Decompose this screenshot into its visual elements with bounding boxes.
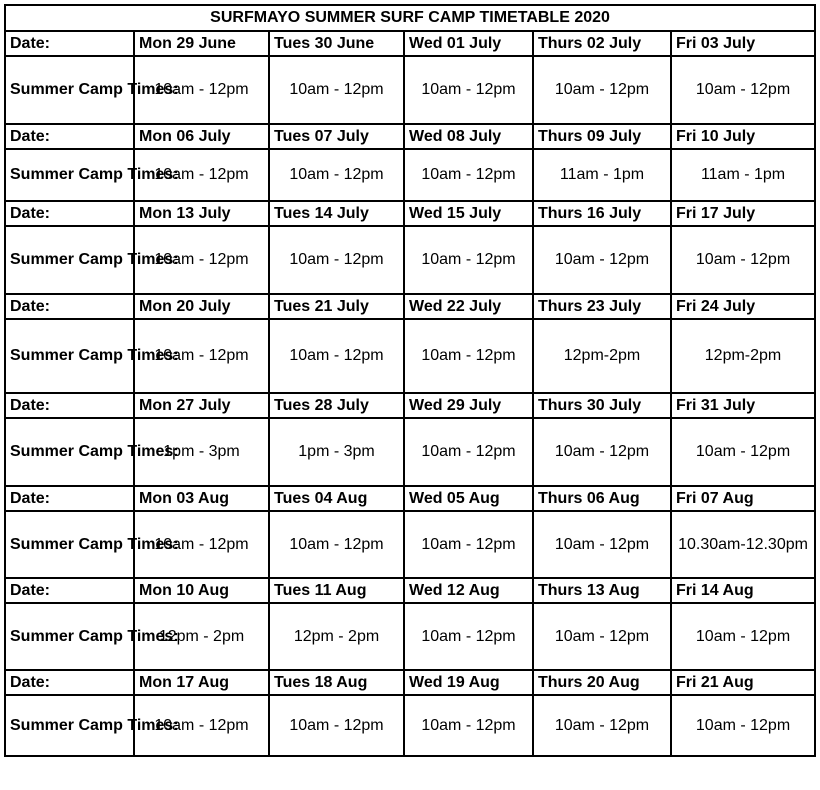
time-cell: 12pm-2pm [533,319,671,393]
date-cell: Wed 29 July [404,393,533,418]
timetable [4,4,816,757]
date-cell: Thurs 20 Aug [533,670,671,695]
times-row [5,319,815,393]
time-cell: 10am - 12pm [404,695,533,756]
date-cell: Fri 24 July [671,294,815,319]
date-label: Date: [5,124,134,149]
time-cell: 10am - 12pm [533,511,671,578]
time-cell: 10am - 12pm [404,603,533,670]
time-cell: 10am - 12pm [269,149,404,201]
date-row [5,124,815,149]
date-cell: Fri 10 July [671,124,815,149]
time-cell: 10am - 12pm [533,603,671,670]
time-cell: 10am - 12pm [269,319,404,393]
date-cell: Tues 21 July [269,294,404,319]
time-cell: 12pm - 2pm [269,603,404,670]
date-cell: Thurs 30 July [533,393,671,418]
time-cell: 11am - 1pm [671,149,815,201]
date-label: Date: [5,670,134,695]
date-cell: Tues 28 July [269,393,404,418]
times-label: Summer Camp Times: [5,603,134,670]
time-cell: 10am - 12pm [671,56,815,124]
time-cell: 11am - 1pm [533,149,671,201]
times-row [5,56,815,124]
date-cell: Fri 07 Aug [671,486,815,511]
time-cell: 10am - 12pm [404,56,533,124]
times-label: Summer Camp Times: [5,511,134,578]
date-cell: Wed 08 July [404,124,533,149]
time-cell: 10am - 12pm [671,226,815,294]
date-label: Date: [5,486,134,511]
time-cell: 10am - 12pm [269,511,404,578]
date-cell: Wed 01 July [404,31,533,56]
times-label: Summer Camp Times: [5,149,134,201]
time-cell: 10am - 12pm [134,695,269,756]
times-label: Summer Camp Times: [5,56,134,124]
date-cell: Mon 20 July [134,294,269,319]
time-cell: 10am - 12pm [134,319,269,393]
times-label: Summer Camp Times: [5,695,134,756]
time-cell: 12pm - 2pm [134,603,269,670]
time-cell: 10am - 12pm [134,226,269,294]
date-cell: Tues 14 July [269,201,404,226]
date-cell: Wed 19 Aug [404,670,533,695]
time-cell: 10am - 12pm [533,226,671,294]
times-row [5,603,815,670]
time-cell: 10am - 12pm [269,226,404,294]
time-cell: 10am - 12pm [134,511,269,578]
date-cell: Thurs 09 July [533,124,671,149]
date-cell: Fri 21 Aug [671,670,815,695]
date-cell: Tues 30 June [269,31,404,56]
time-cell: 10am - 12pm [134,56,269,124]
date-row [5,294,815,319]
time-cell: 10am - 12pm [269,56,404,124]
time-cell: 10am - 12pm [533,695,671,756]
time-cell: 1pm - 3pm [134,418,269,486]
date-cell: Wed 12 Aug [404,578,533,603]
time-cell: 10am - 12pm [404,418,533,486]
date-cell: Mon 13 July [134,201,269,226]
date-label: Date: [5,393,134,418]
date-label: Date: [5,294,134,319]
time-cell: 1pm - 3pm [269,418,404,486]
date-cell: Wed 22 July [404,294,533,319]
time-cell: 10am - 12pm [134,149,269,201]
date-cell: Fri 17 July [671,201,815,226]
date-cell: Fri 03 July [671,31,815,56]
times-label: Summer Camp Times: [5,319,134,393]
times-row [5,418,815,486]
date-cell: Mon 29 June [134,31,269,56]
date-row [5,670,815,695]
date-cell: Mon 06 July [134,124,269,149]
time-cell: 10am - 12pm [404,511,533,578]
date-cell: Mon 27 July [134,393,269,418]
date-row [5,201,815,226]
date-cell: Mon 03 Aug [134,486,269,511]
date-label: Date: [5,578,134,603]
date-cell: Thurs 02 July [533,31,671,56]
time-cell: 10am - 12pm [269,695,404,756]
time-cell: 10am - 12pm [404,149,533,201]
times-label: Summer Camp Times: [5,226,134,294]
date-cell: Tues 11 Aug [269,578,404,603]
date-row [5,486,815,511]
date-cell: Mon 17 Aug [134,670,269,695]
date-cell: Wed 15 July [404,201,533,226]
date-label: Date: [5,31,134,56]
time-cell: 10am - 12pm [404,319,533,393]
time-cell: 12pm-2pm [671,319,815,393]
date-cell: Thurs 23 July [533,294,671,319]
date-cell: Thurs 13 Aug [533,578,671,603]
times-row [5,226,815,294]
date-cell: Mon 10 Aug [134,578,269,603]
date-cell: Fri 31 July [671,393,815,418]
times-row [5,695,815,756]
date-label: Date: [5,201,134,226]
times-label: Summer Camp Times: [5,418,134,486]
date-row [5,393,815,418]
time-cell: 10am - 12pm [404,226,533,294]
time-cell: 10.30am-12.30pm [671,511,815,578]
date-row [5,31,815,56]
time-cell: 10am - 12pm [671,603,815,670]
time-cell: 10am - 12pm [671,695,815,756]
date-cell: Thurs 16 July [533,201,671,226]
date-cell: Fri 14 Aug [671,578,815,603]
date-row [5,578,815,603]
date-cell: Tues 07 July [269,124,404,149]
date-cell: Tues 18 Aug [269,670,404,695]
times-row [5,149,815,201]
timetable-title: SURFMAYO SUMMER SURF CAMP TIMETABLE 2020 [5,5,815,31]
date-cell: Wed 05 Aug [404,486,533,511]
times-row [5,511,815,578]
time-cell: 10am - 12pm [671,418,815,486]
date-cell: Tues 04 Aug [269,486,404,511]
time-cell: 10am - 12pm [533,418,671,486]
date-cell: Thurs 06 Aug [533,486,671,511]
time-cell: 10am - 12pm [533,56,671,124]
